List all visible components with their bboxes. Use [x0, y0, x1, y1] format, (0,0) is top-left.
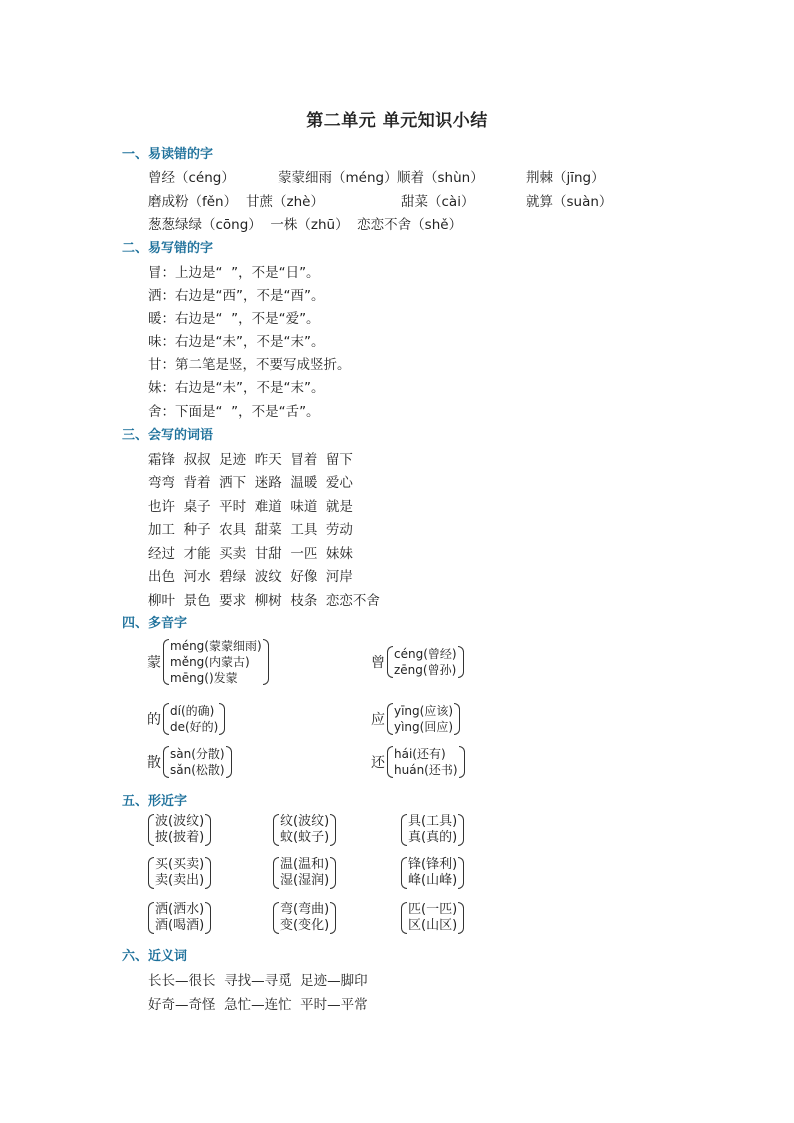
polyphonic-reading: yīng(应该): [394, 704, 454, 718]
similar-group: [401, 814, 464, 846]
easy-write-item: 暖：右边是“ ”，不是“爱”。: [148, 311, 320, 327]
easy-read-item: 蒙蒙细雨（méng）: [278, 170, 398, 186]
polyphonic-group: [147, 703, 225, 735]
similar-item: 湿(湿润): [280, 873, 330, 888]
left-brace: [387, 746, 393, 778]
polyphonic-group: [371, 746, 465, 778]
polyphonic-reading: céng(曾经): [394, 647, 457, 661]
similar-item: 洒(洒水): [155, 902, 205, 917]
right-brace: [458, 902, 464, 934]
polyphonic-reading: hái(还有): [394, 747, 446, 761]
similar-item: 波(波纹): [155, 814, 205, 829]
easy-write-item: 味：右边是“未”，不是“末”。: [148, 334, 325, 350]
left-brace: [163, 746, 169, 778]
polyphonic-char: 还: [371, 755, 385, 771]
similar-item: 纹(波纹): [280, 814, 330, 829]
similar-group: [273, 814, 336, 846]
section-heading-easy-read: 一、易读错的字: [122, 147, 214, 162]
left-brace: [163, 639, 169, 685]
left-brace: [401, 814, 407, 846]
synonym-row: 长长—很长 寻找—寻觅 足迹—脚印: [148, 973, 368, 989]
similar-group: [401, 902, 464, 934]
similar-group: [148, 857, 211, 889]
similar-item: 真(真的): [408, 830, 458, 845]
similar-item: 区(山区): [408, 918, 458, 933]
easy-read-item: 就算（suàn）: [526, 194, 613, 210]
similar-item: 买(买卖): [155, 857, 205, 872]
polyphonic-group: [371, 646, 464, 678]
polyphonic-group: [147, 638, 269, 686]
word-row: 加工 种子 农具 甜菜 工具 劳动: [148, 522, 353, 538]
polyphonic-group: [147, 746, 232, 778]
section-heading-synonyms: 六、近义词: [122, 949, 188, 964]
easy-read-item: 荆棘（jīng）: [526, 170, 605, 186]
similar-item: 峰(山峰): [408, 873, 458, 888]
similar-item: 弯(弯曲): [280, 902, 330, 917]
similar-item: 披(披着): [155, 830, 205, 845]
synonym-row: 好奇—奇怪 急忙—连忙 平时—平常: [148, 997, 368, 1013]
section-heading-easy-write: 二、易写错的字: [122, 241, 214, 256]
easy-write-item: 洒：右边是“西”，不是“酉”。: [148, 288, 325, 304]
word-row: 弯弯 背着 洒下 迷路 温暖 爱心: [148, 475, 353, 491]
word-row: 柳叶 景色 要求 柳树 枝条 恋恋不舍: [148, 593, 380, 609]
polyphonic-char: 曾: [371, 655, 385, 671]
similar-item: 酒(喝酒): [155, 918, 205, 933]
polyphonic-char: 散: [147, 755, 161, 771]
right-brace: [459, 746, 465, 778]
easy-write-item: 妹：右边是“未”，不是“末”。: [148, 380, 325, 396]
right-brace: [458, 857, 464, 889]
right-brace: [263, 639, 269, 685]
word-row: 霜锋 叔叔 足迹 昨天 冒着 留下: [148, 452, 353, 468]
similar-item: 蚊(蚊子): [280, 830, 330, 845]
easy-write-item: 舍：下面是“ ”，不是“舌”。: [148, 404, 320, 420]
section-heading-polyphonic: 四、多音字: [122, 616, 188, 631]
easy-read-item: 顺着（shùn）: [397, 170, 484, 186]
polyphonic-group: [371, 703, 460, 735]
similar-item: 卖(卖出): [155, 873, 205, 888]
right-brace: [458, 646, 464, 678]
easy-read-item: 曾经（céng）: [148, 170, 235, 186]
section-heading-similar: 五、形近字: [122, 794, 188, 809]
similar-item: 锋(锋利): [408, 857, 458, 872]
right-brace: [219, 703, 225, 735]
similar-item: 匹(一匹): [408, 902, 458, 917]
easy-read-item: 葱葱绿绿（cōng） 一株（zhū） 恋恋不舍（shě）: [148, 217, 463, 233]
right-brace: [458, 814, 464, 846]
polyphonic-char: 应: [371, 712, 385, 728]
left-brace: [148, 814, 154, 846]
easy-write-item: 甘：第二笔是竖，不要写成竖折。: [148, 357, 351, 373]
left-brace: [387, 646, 393, 678]
polyphonic-reading: yìng(回应): [394, 720, 454, 734]
polyphonic-reading: huán(还书): [394, 763, 458, 777]
polyphonic-reading: dí(的确): [170, 704, 215, 718]
similar-item: 变(变化): [280, 918, 330, 933]
right-brace: [205, 902, 211, 934]
left-brace: [273, 814, 279, 846]
easy-read-item: 甘蔗（zhè）: [246, 194, 324, 210]
left-brace: [273, 857, 279, 889]
polyphonic-reading: de(好的): [170, 720, 219, 734]
similar-group: [148, 902, 211, 934]
easy-read-item: 甜菜（cài）: [401, 194, 475, 210]
similar-group: [401, 857, 464, 889]
word-row: 出色 河水 碧绿 波纹 好像 河岸: [148, 569, 353, 585]
similar-group: [148, 814, 211, 846]
right-brace: [226, 746, 232, 778]
page-title: 第二单元 单元知识小结: [306, 111, 488, 131]
right-brace: [205, 857, 211, 889]
polyphonic-char: 的: [147, 712, 161, 728]
easy-read-item: 磨成粉（fěn）: [148, 194, 238, 210]
right-brace: [330, 814, 336, 846]
section-heading-words: 三、会写的词语: [122, 428, 214, 443]
similar-item: 温(温和): [280, 857, 330, 872]
left-brace: [387, 703, 393, 735]
word-row: 也许 桌子 平时 难道 味道 就是: [148, 499, 353, 515]
right-brace: [330, 857, 336, 889]
word-row: 经过 才能 买卖 甘甜 一匹 妹妹: [148, 546, 353, 562]
similar-group: [273, 902, 336, 934]
right-brace: [454, 703, 460, 735]
similar-group: [273, 857, 336, 889]
left-brace: [148, 857, 154, 889]
left-brace: [163, 703, 169, 735]
polyphonic-reading: zēng(曾孙): [394, 663, 457, 677]
polyphonic-reading: měng(内蒙古): [170, 655, 250, 669]
polyphonic-reading: sàn(分散): [170, 747, 225, 761]
right-brace: [205, 814, 211, 846]
polyphonic-reading: sǎn(松散): [170, 763, 225, 777]
right-brace: [330, 902, 336, 934]
easy-write-item: 冒：上边是“ ”，不是“日”。: [148, 265, 320, 281]
similar-item: 具(工具): [408, 814, 458, 829]
polyphonic-char: 蒙: [147, 655, 161, 671]
left-brace: [401, 857, 407, 889]
polyphonic-reading: méng(蒙蒙细雨): [170, 639, 262, 653]
left-brace: [148, 902, 154, 934]
polyphonic-reading: mēng()发蒙: [170, 671, 238, 685]
left-brace: [401, 902, 407, 934]
left-brace: [273, 902, 279, 934]
